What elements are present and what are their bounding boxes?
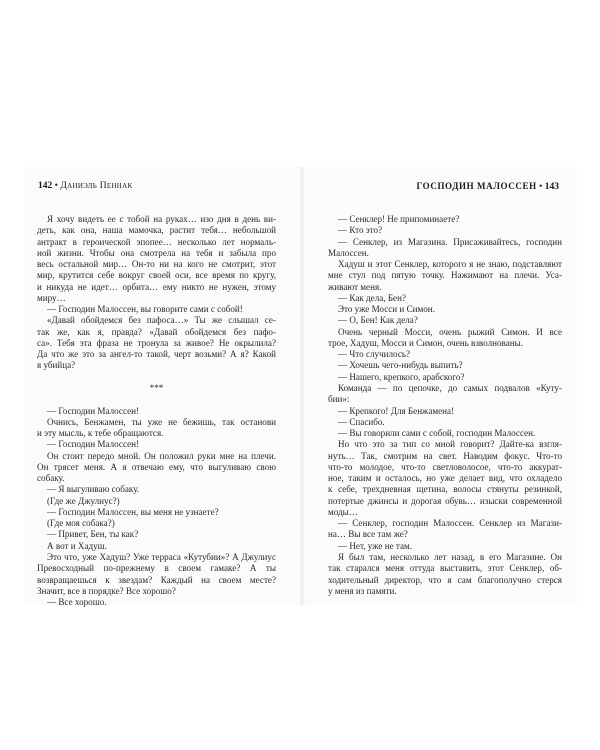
left-running-head bbox=[38, 180, 132, 192]
left-author-title: Даниэль Пеннак bbox=[60, 181, 133, 191]
text-line: — Господин Малоссен! bbox=[47, 405, 140, 416]
text-line: к себе, трехдневная щетина, волосы стянуты резинкой, bbox=[328, 484, 562, 495]
text-line: возвращаешься к звездам? Каждый на своем месте? bbox=[37, 574, 276, 585]
text-line: Он трясет меня. А я отвечаю ему, что выгуливаю свою bbox=[37, 461, 276, 472]
right-book-title: ГОСПОДИН МАЛОССЕН bbox=[416, 181, 537, 191]
text-line: так старался меня оттуда выставить, этот Сенклер, об- bbox=[328, 563, 562, 574]
text-line: Это уже Мосси и Симон. bbox=[338, 304, 435, 315]
text-line: — Нет, уже не там. bbox=[338, 540, 413, 551]
text-line: — Все хорошо. bbox=[47, 597, 107, 608]
text-line: — Сенклер, господин Малоссен. Сенклер из Магази- bbox=[338, 518, 562, 529]
text-line: у меня из памяти. bbox=[328, 585, 397, 596]
left-separator: • bbox=[54, 181, 58, 191]
text-line: антракт в героической эпопее… несколько лет нормаль- bbox=[37, 236, 276, 247]
left-page-text bbox=[37, 214, 276, 608]
text-line: — Хочешь чего-нибудь выпить? bbox=[338, 360, 463, 371]
text-line: — Я выгуливаю собаку. bbox=[47, 484, 140, 495]
text-line: — Нашего, крепкого, арабского? bbox=[338, 371, 465, 382]
text-line: Я был там, несколько лет назад, в его Магазине. Он bbox=[338, 551, 562, 562]
text-line: — Кто это? bbox=[338, 225, 383, 236]
text-line: Это что, уже Хадуш? Уже терраса «Кутубии»? А Джулиус bbox=[47, 551, 276, 562]
text-line: нуть… Так, смотрим на свет. Наводим фокус. Что-то bbox=[328, 450, 562, 461]
right-page-text bbox=[328, 214, 562, 597]
text-line: Очнись, Бенжамен, ты уже не бежишь, так останови bbox=[47, 416, 276, 427]
text-line: так же, как я, правда? «Давай обойдемся без пафо- bbox=[37, 326, 276, 337]
text-line: — Господин Малоссен! bbox=[47, 439, 140, 450]
text-line: и эту мысль, к тебе обращаются. bbox=[37, 428, 164, 439]
text-line: Хадуш и этот Сенклер, которого я не знаю, подставляют bbox=[338, 259, 562, 270]
text-line: Очень черный Мосси, очень рыжий Симон. И все bbox=[338, 326, 562, 337]
text-line: — Господин Малоссен, вы говорите сами с собой! bbox=[47, 304, 243, 315]
text-line: Да что же это за ангел-то такой, черт возьми? А я? Какой bbox=[37, 349, 276, 360]
text-line: Команда — по цепочке, до самых подвалов «Куту- bbox=[338, 382, 562, 393]
text-line: Он стоит передо мной. Он положил руки мне на плечи. bbox=[47, 450, 276, 461]
text-line: (Где же Джулиус?) bbox=[47, 495, 120, 506]
right-running-head bbox=[417, 180, 559, 192]
text-line: что-то молодое, что-то светловолосое, что-то аккурат- bbox=[328, 461, 562, 472]
text-line: — Сенклер! Не припоминаете? bbox=[338, 214, 460, 224]
text-line: — О, Бен! Как дела? bbox=[338, 315, 418, 326]
text-line: са». Тебя эта фраза не тронула за живое? Не окрылила? bbox=[37, 337, 276, 348]
text-line: Я хочу видеть ее с тобой на руках… изо дня в день ви- bbox=[47, 214, 276, 224]
text-line: мир, крутится себе вокруг своей оси, все время по кругу, bbox=[37, 270, 276, 281]
text-line: я убийца? bbox=[37, 360, 76, 371]
text-line bbox=[37, 394, 276, 405]
text-line: (Где моя собака?) bbox=[47, 518, 115, 529]
text-line: мне стул под пятую точку. Нажимают на плечи. Уса- bbox=[328, 270, 562, 281]
text-line: Превосходный по-прежнему в своем гамаке? А ты bbox=[37, 563, 276, 574]
text-line: ходительный директор, что я сам благополучно стерся bbox=[328, 574, 562, 585]
text-line: — Спасибо. bbox=[338, 416, 385, 427]
text-line: *** bbox=[149, 382, 164, 393]
text-line: ное, таким и осталось, но уже делает вид, что охладело bbox=[328, 473, 562, 484]
text-line: — Привет, Бен, ты как? bbox=[47, 529, 139, 540]
right-page-number: 143 bbox=[544, 182, 559, 192]
text-line: — Сенклер, из Магазина. Присаживайтесь, господин bbox=[338, 236, 562, 247]
text-line: А вот и Хадуш. bbox=[47, 540, 107, 551]
text-line: и никуда не идет… орбита… ему никто не нужен, этому bbox=[37, 281, 276, 292]
text-line: Но что это за тип со мной говорит? Дайте-ка взгля- bbox=[338, 439, 562, 450]
text-line: собаку. bbox=[37, 473, 65, 484]
right-separator: • bbox=[539, 182, 543, 192]
left-page-number: 142 bbox=[38, 181, 53, 191]
text-line: деть, как она, наша мамочка, растит тебя… небольшой bbox=[37, 225, 276, 236]
text-line: миру… bbox=[37, 292, 66, 303]
text-line: потертые джинсы и дорогая обувь… изыски современной bbox=[328, 495, 562, 506]
text-line: — Вы говорили сами с собой, господин Малоссен. bbox=[338, 428, 536, 439]
text-line: Значит, все в порядке? Все хорошо? bbox=[37, 585, 176, 596]
text-line: — Крепкого! Для Бенжамена! bbox=[338, 405, 455, 416]
text-line: моды… bbox=[328, 506, 358, 517]
text-line: — Как дела, Бен? bbox=[338, 292, 406, 303]
text-line: на… Вы все там же? bbox=[328, 529, 408, 540]
text-line: — Господин Малоссен, вы меня не узнаете? bbox=[47, 506, 219, 517]
text-line: живают меня. bbox=[328, 281, 382, 292]
text-line: Малоссен. bbox=[328, 247, 369, 258]
text-line: — Что случилось? bbox=[338, 349, 411, 360]
text-line: бии»: bbox=[328, 394, 350, 405]
text-line: ной жизни. Чтобы она смотрела на тебя и забыла про bbox=[37, 247, 276, 258]
book-gutter bbox=[299, 167, 305, 605]
text-line: весь остальной мир… Он-то ни на кого не смотрит, этот bbox=[37, 259, 276, 270]
text-line bbox=[37, 372, 276, 383]
text-line: трое, Хадуш, Мосси и Симон, очень взволнованы. bbox=[328, 337, 523, 348]
text-line: «Давай обойдемся без пафоса…» Ты же слышал се- bbox=[47, 315, 276, 326]
